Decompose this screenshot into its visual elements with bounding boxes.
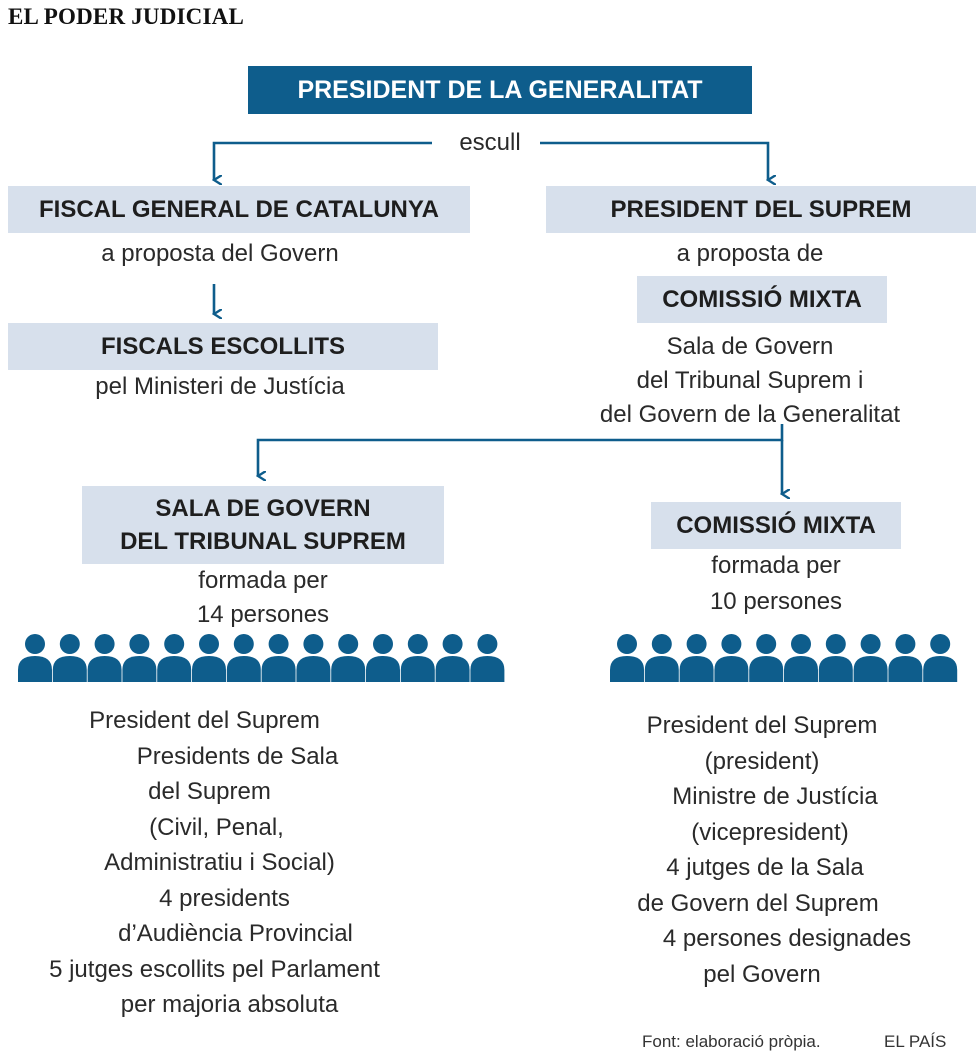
comissio-mixta-formed	[626, 548, 926, 620]
person-icon	[296, 634, 330, 682]
person-icon	[819, 634, 853, 682]
person-icon	[18, 634, 52, 682]
person-icon	[714, 634, 748, 682]
sala-govern-formed-line: 14 persones	[196, 601, 330, 628]
fiscals-escollits-note: pel Ministeri de Justícia	[95, 373, 345, 400]
person-icon	[122, 634, 156, 682]
person-icon	[157, 634, 191, 682]
source-note: Font: elaboració pròpia.	[642, 1032, 821, 1051]
comissio-mixta-members	[610, 708, 940, 992]
president-suprem-label: PRESIDENT DEL SUPREM	[610, 195, 912, 223]
president-suprem-box	[546, 186, 976, 233]
comissio-mixta-proposal-box	[637, 276, 887, 323]
person-icon	[888, 634, 922, 682]
fiscal-general-note: a proposta del Govern	[101, 240, 339, 267]
comissio-mixta-members-icons	[610, 632, 960, 684]
person-icon	[610, 634, 644, 682]
member-line: (president)	[704, 747, 820, 775]
comissio-mixta-formed-line: 10 persones	[709, 588, 843, 615]
sala-govern-label-line: DEL TRIBUNAL SUPREM	[120, 528, 406, 555]
proposal-note-line: del Tribunal Suprem i	[636, 367, 864, 394]
person-icon	[749, 634, 783, 682]
member-line: Administratiu i Social)	[104, 849, 335, 876]
member-line: (vicepresident)	[691, 818, 849, 846]
arrow-to-president-suprem	[540, 143, 768, 180]
president-suprem-note: a proposta de	[676, 240, 824, 267]
member-line: de Govern del Suprem	[637, 889, 879, 917]
person-icon	[227, 634, 261, 682]
person-icon	[436, 634, 470, 682]
fiscal-general-box	[8, 186, 470, 233]
person-icon	[192, 634, 226, 682]
brand-label: EL PAÍS	[884, 1032, 947, 1051]
member-line: President del Suprem	[89, 707, 320, 734]
sala-govern-label-line: SALA DE GOVERN	[155, 495, 371, 522]
comissio-mixta-formed-line: formada per	[711, 552, 841, 579]
member-line: President del Suprem	[646, 712, 878, 739]
person-icon	[784, 634, 818, 682]
member-line: Ministre de Justícia	[672, 783, 878, 810]
person-icon	[53, 634, 87, 682]
member-line: d’Audiència Provincial	[118, 920, 353, 947]
page-title: EL PODER JUDICIAL	[8, 4, 244, 29]
comissio-mixta-proposal-label: COMISSIÓ MIXTA	[662, 285, 862, 313]
sala-govern-members	[20, 703, 455, 1023]
member-line: 4 persones designades	[662, 925, 912, 952]
member-line: 5 jutges escollits pel Parlament	[49, 955, 380, 983]
proposal-note-line: del Govern de la Generalitat	[599, 401, 901, 428]
person-icon	[645, 634, 679, 682]
escull-label: escull	[459, 129, 521, 156]
fiscals-escollits-box	[8, 323, 438, 370]
arrow-to-fiscal-general	[214, 143, 432, 180]
member-line: 4 presidents	[159, 884, 290, 912]
member-line: (Civil, Penal,	[149, 813, 284, 841]
member-line: pel Govern	[703, 960, 821, 988]
sala-govern-formed	[113, 564, 413, 632]
person-icon	[854, 634, 888, 682]
person-icon	[680, 634, 714, 682]
person-icon	[366, 634, 400, 682]
comissio-mixta-proposal-note	[560, 330, 940, 432]
person-icon	[262, 634, 296, 682]
president-generalitat-label: PRESIDENT DE LA GENERALITAT	[297, 75, 703, 104]
comissio-mixta-label: COMISSIÓ MIXTA	[676, 511, 876, 539]
president-generalitat-box	[248, 66, 752, 114]
person-icon	[88, 634, 122, 682]
proposal-note-line: Sala de Govern	[666, 333, 834, 360]
sala-govern-members-icons	[18, 632, 508, 684]
member-line: per majoria absoluta	[120, 991, 339, 1018]
member-line: del Suprem	[148, 778, 271, 805]
person-icon	[923, 634, 957, 682]
sala-govern-formed-line: formada per	[198, 567, 328, 594]
person-icon	[331, 634, 365, 682]
member-line: 4 jutges de la Sala	[666, 854, 864, 881]
sala-govern-box	[82, 486, 444, 564]
comissio-mixta-box	[651, 502, 901, 549]
person-icon	[470, 634, 504, 682]
fiscals-escollits-label: FISCALS ESCOLLITS	[100, 332, 345, 360]
fiscal-general-label: FISCAL GENERAL DE CATALUNYA	[38, 195, 440, 223]
member-line: Presidents de Sala	[136, 742, 339, 770]
person-icon	[401, 634, 435, 682]
